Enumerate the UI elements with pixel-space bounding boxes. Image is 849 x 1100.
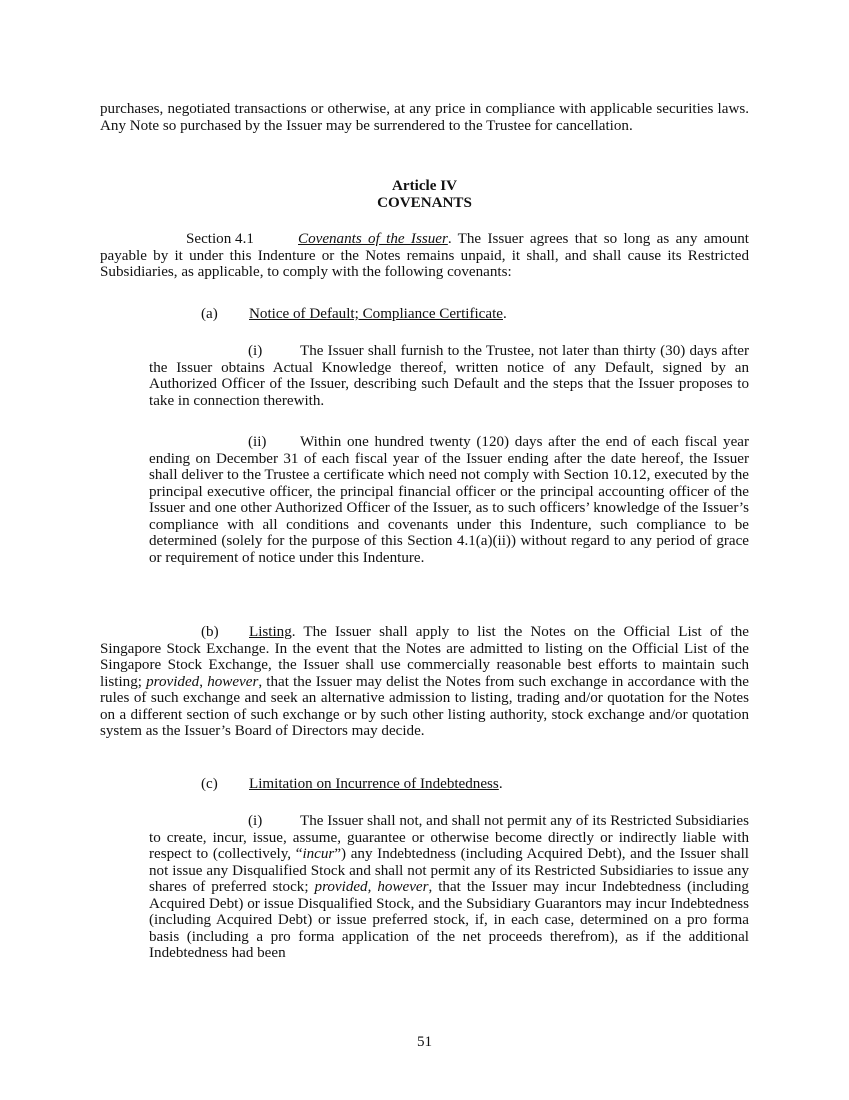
- intro-paragraph: purchases, negotiated transactions or otherwise, at any price in compliance with applicable securities laws. Any Note so purchased by the Issuer may be surrendered to the Trustee for cancellation.: [100, 101, 749, 134]
- item-a-sub-ii: [149, 434, 749, 566]
- item-c-sub-i-italic-2: provided, however: [314, 879, 429, 895]
- item-a-title: Notice of Default; Compliance Certificate: [249, 306, 503, 322]
- item-b-title: Listing: [249, 624, 292, 640]
- item-c-heading: [201, 776, 503, 793]
- item-b-label: (b): [201, 624, 219, 640]
- item-b-text-2: ,: [199, 673, 208, 690]
- article-subtitle: COVENANTS: [377, 195, 472, 211]
- item-a-sub-ii-text: Within one hundred twenty (120) days after the end of each fiscal year ending on December 31 of each fiscal year of the Issuer ending after the date hereof, the Issuer shall deliver to the Trustee a certificate which need not comply with Section 10.12, executed by the principal executive officer, the principal financial officer or the principal accounting officer of the Issuer and one other Authorized Officer of the Issuer, as to such officers’ knowledge of the Issuer’s compliance with all conditions and covenants under this Indenture, such compliance to be determined (solely for the purpose of this Section 4.1(a)(ii)) without regard to any period of grace or requirement of notice under this Indenture.: [149, 434, 749, 566]
- item-a-suffix: .: [502, 306, 507, 322]
- item-a-sub-ii-label: (ii): [248, 434, 267, 450]
- item-b-italic-1: provided: [146, 673, 200, 690]
- item-b-paragraph: [100, 624, 749, 740]
- item-a-sub-i-label: (i): [248, 343, 263, 359]
- item-b-text-3: , that the Issuer may delist the Notes from such exchange in accordance with the rules of such exchange and seek an alternative admission to listing, trading and/or quotation for the Notes on a different section of such exchange or by such other listing authority, stock exchange and/or quotation system as the Issuer’s Board of Directors may decide.: [100, 673, 750, 739]
- item-c-sub-i-text-1: The Issuer shall not, and shall not permit any of its Restricted Subsidiaries to create, incur, issue, assume, guarantee or otherwise become directly or indirectly liable with respect to (collectively, “: [149, 813, 749, 862]
- item-a-sub-i: [149, 343, 749, 409]
- item-c-sub-i: [149, 813, 749, 962]
- section-number: Section 4.1: [186, 231, 254, 247]
- section-4-1-paragraph: [100, 231, 749, 281]
- item-a-heading: [201, 306, 507, 323]
- page-number: 51: [416, 1034, 433, 1050]
- item-a-label: (a): [201, 306, 218, 322]
- item-a-sub-i-text: The Issuer shall furnish to the Trustee, not later than thirty (30) days after the Issuer obtains Actual Knowledge thereof, written notice of any Default, signed by an Authorized Officer of the Issuer, describing such Default and the steps that the Issuer proposes to take in connection therewith.: [149, 343, 749, 409]
- item-b-italic-2: however: [207, 673, 259, 690]
- item-c-title: Limitation on Incurrence of Indebtedness: [249, 776, 499, 792]
- section-title: Covenants of the Issuer: [298, 231, 448, 247]
- item-c-sub-i-italic-1: incur: [302, 846, 335, 862]
- item-c-label: (c): [201, 776, 218, 792]
- item-c-sub-i-text-2: ”) any Indebtedness (including Acquired Debt), and the Issuer shall not issue any Disqualified Stock and shall not permit any of its Restricted Subsidiaries to issue any shares of preferred stock;: [149, 846, 749, 895]
- item-c-sub-i-label: (i): [248, 813, 263, 829]
- article-title: Article IV: [392, 178, 457, 194]
- item-c-suffix: .: [498, 776, 503, 792]
- section-text: . The Issuer agrees that so long as any amount payable by it under this Indenture or the Notes remains unpaid, it shall, and shall cause its Restricted Subsidiaries, as applicable, to comply with the following covenants:: [100, 231, 749, 280]
- item-c-sub-i-text-3: , that the Issuer may incur Indebtedness (including Acquired Debt) or issue Disqualified Stock, and the Subsidiary Guarantors may incur Indebtedness (including Acquired Debt) or issue preferred stock, if, in each case, determined on a pro forma basis (including a pro forma application of the net proceeds therefrom), as if the additional Indebtedness had been: [149, 879, 749, 961]
- item-b-text-1: . The Issuer shall apply to list the Notes on the Official List of the Singapore Stock Exchange. In the event that the Notes are admitted to listing on the Official List of the Singapore Stock Exchange, the Issuer shall use commercially reasonable best efforts to maintain such listing;: [100, 624, 749, 690]
